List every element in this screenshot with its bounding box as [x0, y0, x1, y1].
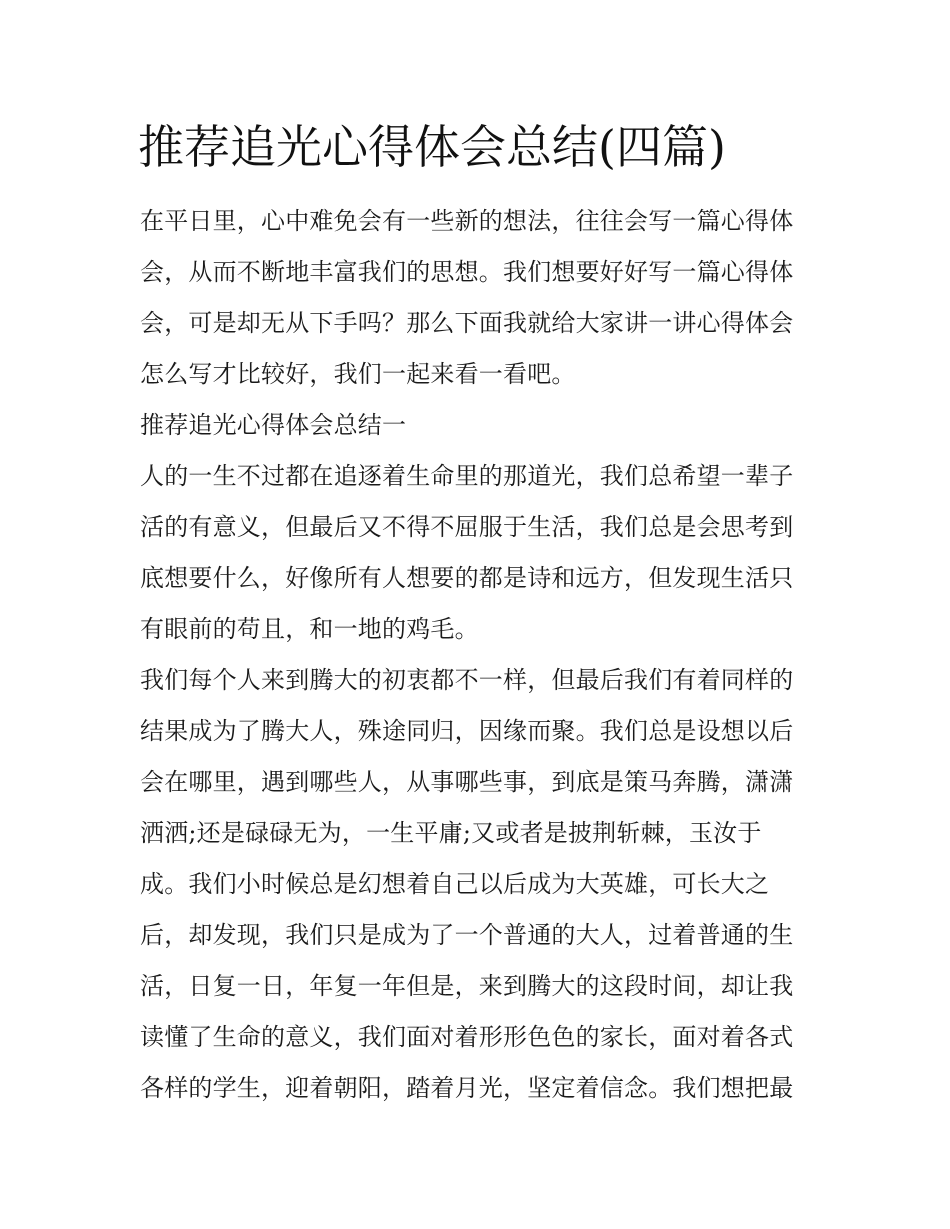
text-line: 在平日里，心中难免会有一些新的想法，往往会写一篇心得体: [140, 207, 794, 235]
text-line: 会，可是却无从下手吗？那么下面我就给大家讲一讲心得体会: [140, 309, 794, 337]
document-title: 推荐追光心得体会总结(四篇): [138, 120, 726, 174]
document-body: [140, 196, 812, 1114]
text-line: 读懂了生命的意义，我们面对着形形色色的家长，面对着各式: [140, 1023, 794, 1051]
section-heading: 推荐追光心得体会总结一: [140, 411, 407, 439]
text-line: 怎么写才比较好，我们一起来看一看吧。: [140, 360, 576, 388]
text-line: 活的有意义，但最后又不得不屈服于生活，我们总是会思考到: [140, 513, 794, 541]
text-line: 有眼前的苟且，和一地的鸡毛。: [140, 615, 479, 643]
text-line: 活，日复一日，年复一年但是，来到腾大的这段时间，却让我: [140, 972, 794, 1000]
text-line: 会在哪里，遇到哪些人，从事哪些事，到底是策马奔腾，潇潇: [140, 768, 794, 796]
text-line: 成。我们小时候总是幻想着自己以后成为大英雄，可长大之: [140, 870, 770, 898]
text-line: 我们每个人来到腾大的初衷都不一样，但最后我们有着同样的: [140, 666, 794, 694]
text-line: 会，从而不断地丰富我们的思想。我们想要好好写一篇心得体: [140, 258, 794, 286]
text-line: 洒洒;还是碌碌无为，一生平庸;又或者是披荆斩棘，玉汝于: [140, 819, 762, 847]
text-line: 后，却发现，我们只是成为了一个普通的大人，过着普通的生: [140, 921, 794, 949]
text-line: 结果成为了腾大人，殊途同归，因缘而聚。我们总是设想以后: [140, 717, 794, 745]
text-line: 底想要什么，好像所有人想要的都是诗和远方，但发现生活只: [140, 564, 794, 592]
text-line: 人的一生不过都在追逐着生命里的那道光，我们总希望一辈子: [140, 462, 794, 490]
text-line: 各样的学生，迎着朝阳，踏着月光，坚定着信念。我们想把最: [140, 1074, 794, 1102]
